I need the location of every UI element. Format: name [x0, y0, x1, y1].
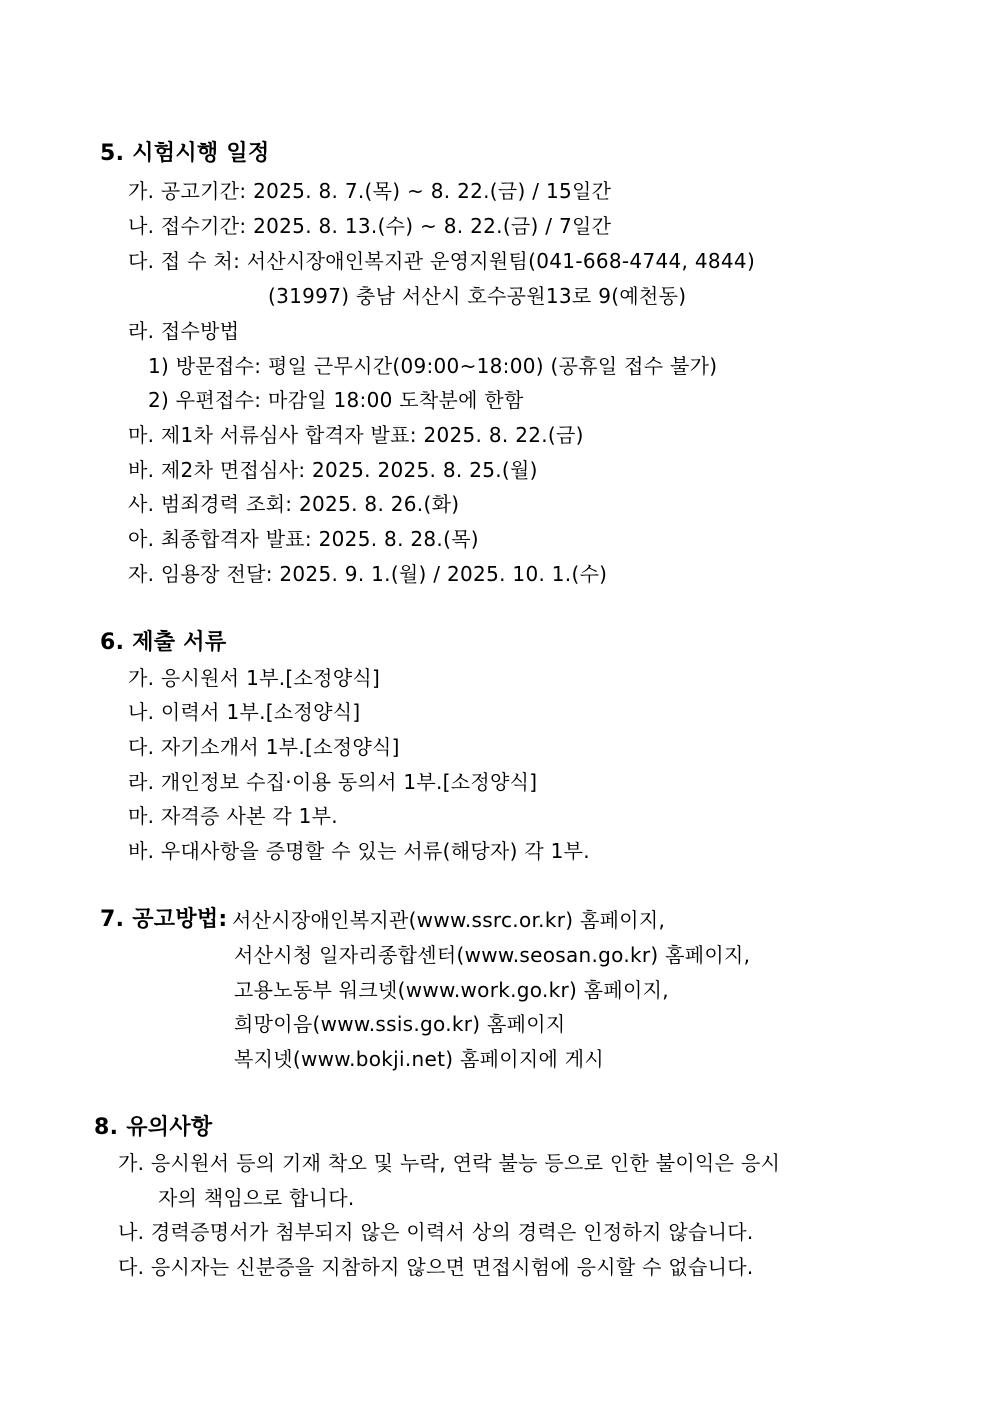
section-8-item-na: 나. 경력증명서가 첨부되지 않은 이력서 상의 경력은 인정하지 않습니다.: [118, 1220, 754, 1244]
section-7-line-2: 서산시청 일자리종합센터(www.seosan.go.kr) 홈페이지,: [234, 943, 751, 967]
section-5-item-da-address: (31997) 충남 서산시 호수공원13로 9(예천동): [268, 284, 687, 308]
section-8-item-da: 다. 응시자는 신분증을 지참하지 않으면 면접시험에 응시할 수 없습니다.: [118, 1255, 754, 1279]
section-6-item-na: 나. 이력서 1부.[소정양식]: [128, 700, 361, 724]
section-5-item-a: 아. 최종합격자 발표: 2025. 8. 28.(목): [128, 527, 479, 551]
section-7-line-3: 고용노동부 워크넷(www.work.go.kr) 홈페이지,: [234, 978, 669, 1002]
section-5-heading: 5. 시험시행 일정: [100, 141, 270, 166]
section-6-item-da: 다. 자기소개서 1부.[소정양식]: [128, 735, 400, 759]
section-5-item-da: 다. 접 수 처: 서산시장애인복지관 운영지원팀(041-668-4744, 4844): [128, 249, 756, 273]
section-5-item-ga: 가. 공고기간: 2025. 8. 7.(목) ~ 8. 22.(금) / 15일간: [128, 179, 612, 203]
section-6-heading: 6. 제출 서류: [100, 630, 227, 655]
section-7-line-4: 희망이음(www.ssis.go.kr) 홈페이지: [234, 1012, 566, 1036]
section-7-line-1: 서산시장애인복지관(www.ssrc.or.kr) 홈페이지,: [232, 908, 666, 932]
section-6-item-ma: 마. 자격증 사본 각 1부.: [128, 804, 338, 828]
section-8-item-ga-cont: 자의 책임으로 합니다.: [158, 1186, 355, 1210]
section-6-item-ga: 가. 응시원서 1부.[소정양식]: [128, 666, 381, 690]
section-5-item-sa: 사. 범죄경력 조회: 2025. 8. 26.(화): [128, 492, 460, 516]
section-8-heading: 8. 유의사항: [94, 1115, 213, 1140]
section-5-item-ba: 바. 제2차 면접심사: 2025. 2025. 8. 25.(월): [128, 458, 538, 482]
section-5-item-na: 나. 접수기간: 2025. 8. 13.(수) ~ 8. 22.(금) / 7일간: [128, 214, 612, 238]
section-5-item-ra: 라. 접수방법: [128, 319, 240, 343]
section-7-heading: 7. 공고방법:: [100, 907, 228, 932]
section-5-item-ra-1: 1) 방문접수: 평일 근무시간(09:00~18:00) (공휴일 접수 불가): [148, 354, 718, 378]
section-6-item-ra: 라. 개인정보 수집·이용 동의서 1부.[소정양식]: [128, 770, 538, 794]
section-5-item-ra-2: 2) 우편접수: 마감일 18:00 도착분에 한함: [148, 388, 524, 412]
section-5-item-ma: 마. 제1차 서류심사 합격자 발표: 2025. 8. 22.(금): [128, 423, 584, 447]
section-8-item-ga: 가. 응시원서 등의 기재 착오 및 누락, 연락 불능 등으로 인한 불이익은 응시: [118, 1151, 781, 1175]
section-5-item-ja: 자. 임용장 전달: 2025. 9. 1.(월) / 2025. 10. 1.(수): [128, 562, 608, 586]
section-7-line-5: 복지넷(www.bokji.net) 홈페이지에 게시: [234, 1047, 605, 1071]
section-6-item-ba: 바. 우대사항을 증명할 수 있는 서류(해당자) 각 1부.: [128, 839, 590, 863]
